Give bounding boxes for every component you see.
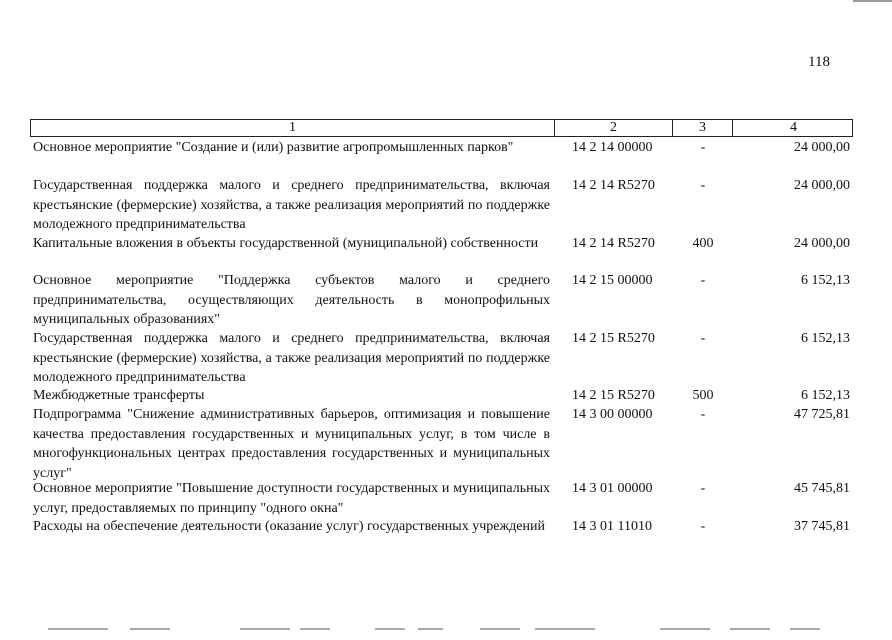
row-expense-type: -: [700, 273, 706, 288]
row-description: Межбюджетные трансферты: [33, 388, 205, 403]
row-amount: 24 000,00: [794, 178, 850, 193]
row-code: 14 3 00 00000: [572, 407, 653, 422]
scan-artifact-top: [853, 0, 892, 7]
scan-artifact-bottom: [0, 622, 892, 640]
row-description: Основное мероприятие "Поддержка субъектов малого и среднего предпринимательства, осуществляющих деятельность в монопрофильных муниципальных образованиях": [33, 273, 550, 327]
row-code: 14 3 01 00000: [572, 481, 653, 496]
row-expense-type: -: [700, 178, 706, 193]
row-expense-type: -: [700, 140, 706, 155]
header-col-4: 4: [732, 120, 854, 136]
row-amount: 24 000,00: [794, 140, 850, 155]
row-expense-type: -: [700, 481, 706, 496]
row-code: 14 2 14 R5270: [572, 178, 655, 193]
row-amount: 6 152,13: [801, 331, 850, 346]
table-header: [30, 119, 853, 137]
header-col-2: 2: [554, 120, 672, 136]
row-description: Расходы на обеспечение деятельности (оказание услуг) государственных учреждений: [33, 519, 545, 534]
row-description: Государственная поддержка малого и среднего предпринимательства, включая крестьянские (фермерские) хозяйства, а также реализация мероприятий по поддержке молодежного предпринимательства: [33, 331, 550, 385]
header-col-3: 3: [672, 120, 732, 136]
row-code: 14 3 01 11010: [572, 519, 652, 534]
row-amount: 6 152,13: [801, 388, 850, 403]
row-amount: 37 745,81: [794, 519, 850, 534]
row-amount: 6 152,13: [801, 273, 850, 288]
row-amount: 24 000,00: [794, 236, 850, 251]
row-description: Основное мероприятие "Повышение доступности государственных и муниципальных услуг, предоставляемых по принципу "одного окна": [33, 481, 550, 516]
row-code: 14 2 15 R5270: [572, 331, 655, 346]
row-expense-type: 500: [692, 388, 714, 403]
row-code: 14 2 15 R5270: [572, 388, 655, 403]
row-expense-type: -: [700, 519, 706, 534]
row-description: Капитальные вложения в объекты государственной (муниципальной) собственности: [33, 236, 539, 251]
row-expense-type: -: [700, 407, 706, 422]
row-description: Основное мероприятие "Создание и (или) развитие агропромышленных парков": [33, 140, 514, 155]
row-amount: 47 725,81: [794, 407, 850, 422]
row-code: 14 2 14 00000: [572, 140, 653, 155]
row-amount: 45 745,81: [794, 481, 850, 496]
row-expense-type: 400: [692, 236, 714, 251]
row-description: Государственная поддержка малого и среднего предпринимательства, включая крестьянские (фермерские) хозяйства, а также реализация мероприятий по поддержке молодежного предпринимательства: [33, 178, 550, 232]
row-code: 14 2 14 R5270: [572, 236, 655, 251]
header-col-1: 1: [289, 120, 296, 135]
row-expense-type: -: [700, 331, 706, 346]
page-number: 118: [808, 54, 830, 70]
row-code: 14 2 15 00000: [572, 273, 653, 288]
row-description: Подпрограмма "Снижение административных барьеров, оптимизация и повышение качества предоставления государственных и муниципальных услуг, в том числе в многофункциональных центрах предоставления государственных и муниципальных услуг": [33, 407, 550, 481]
